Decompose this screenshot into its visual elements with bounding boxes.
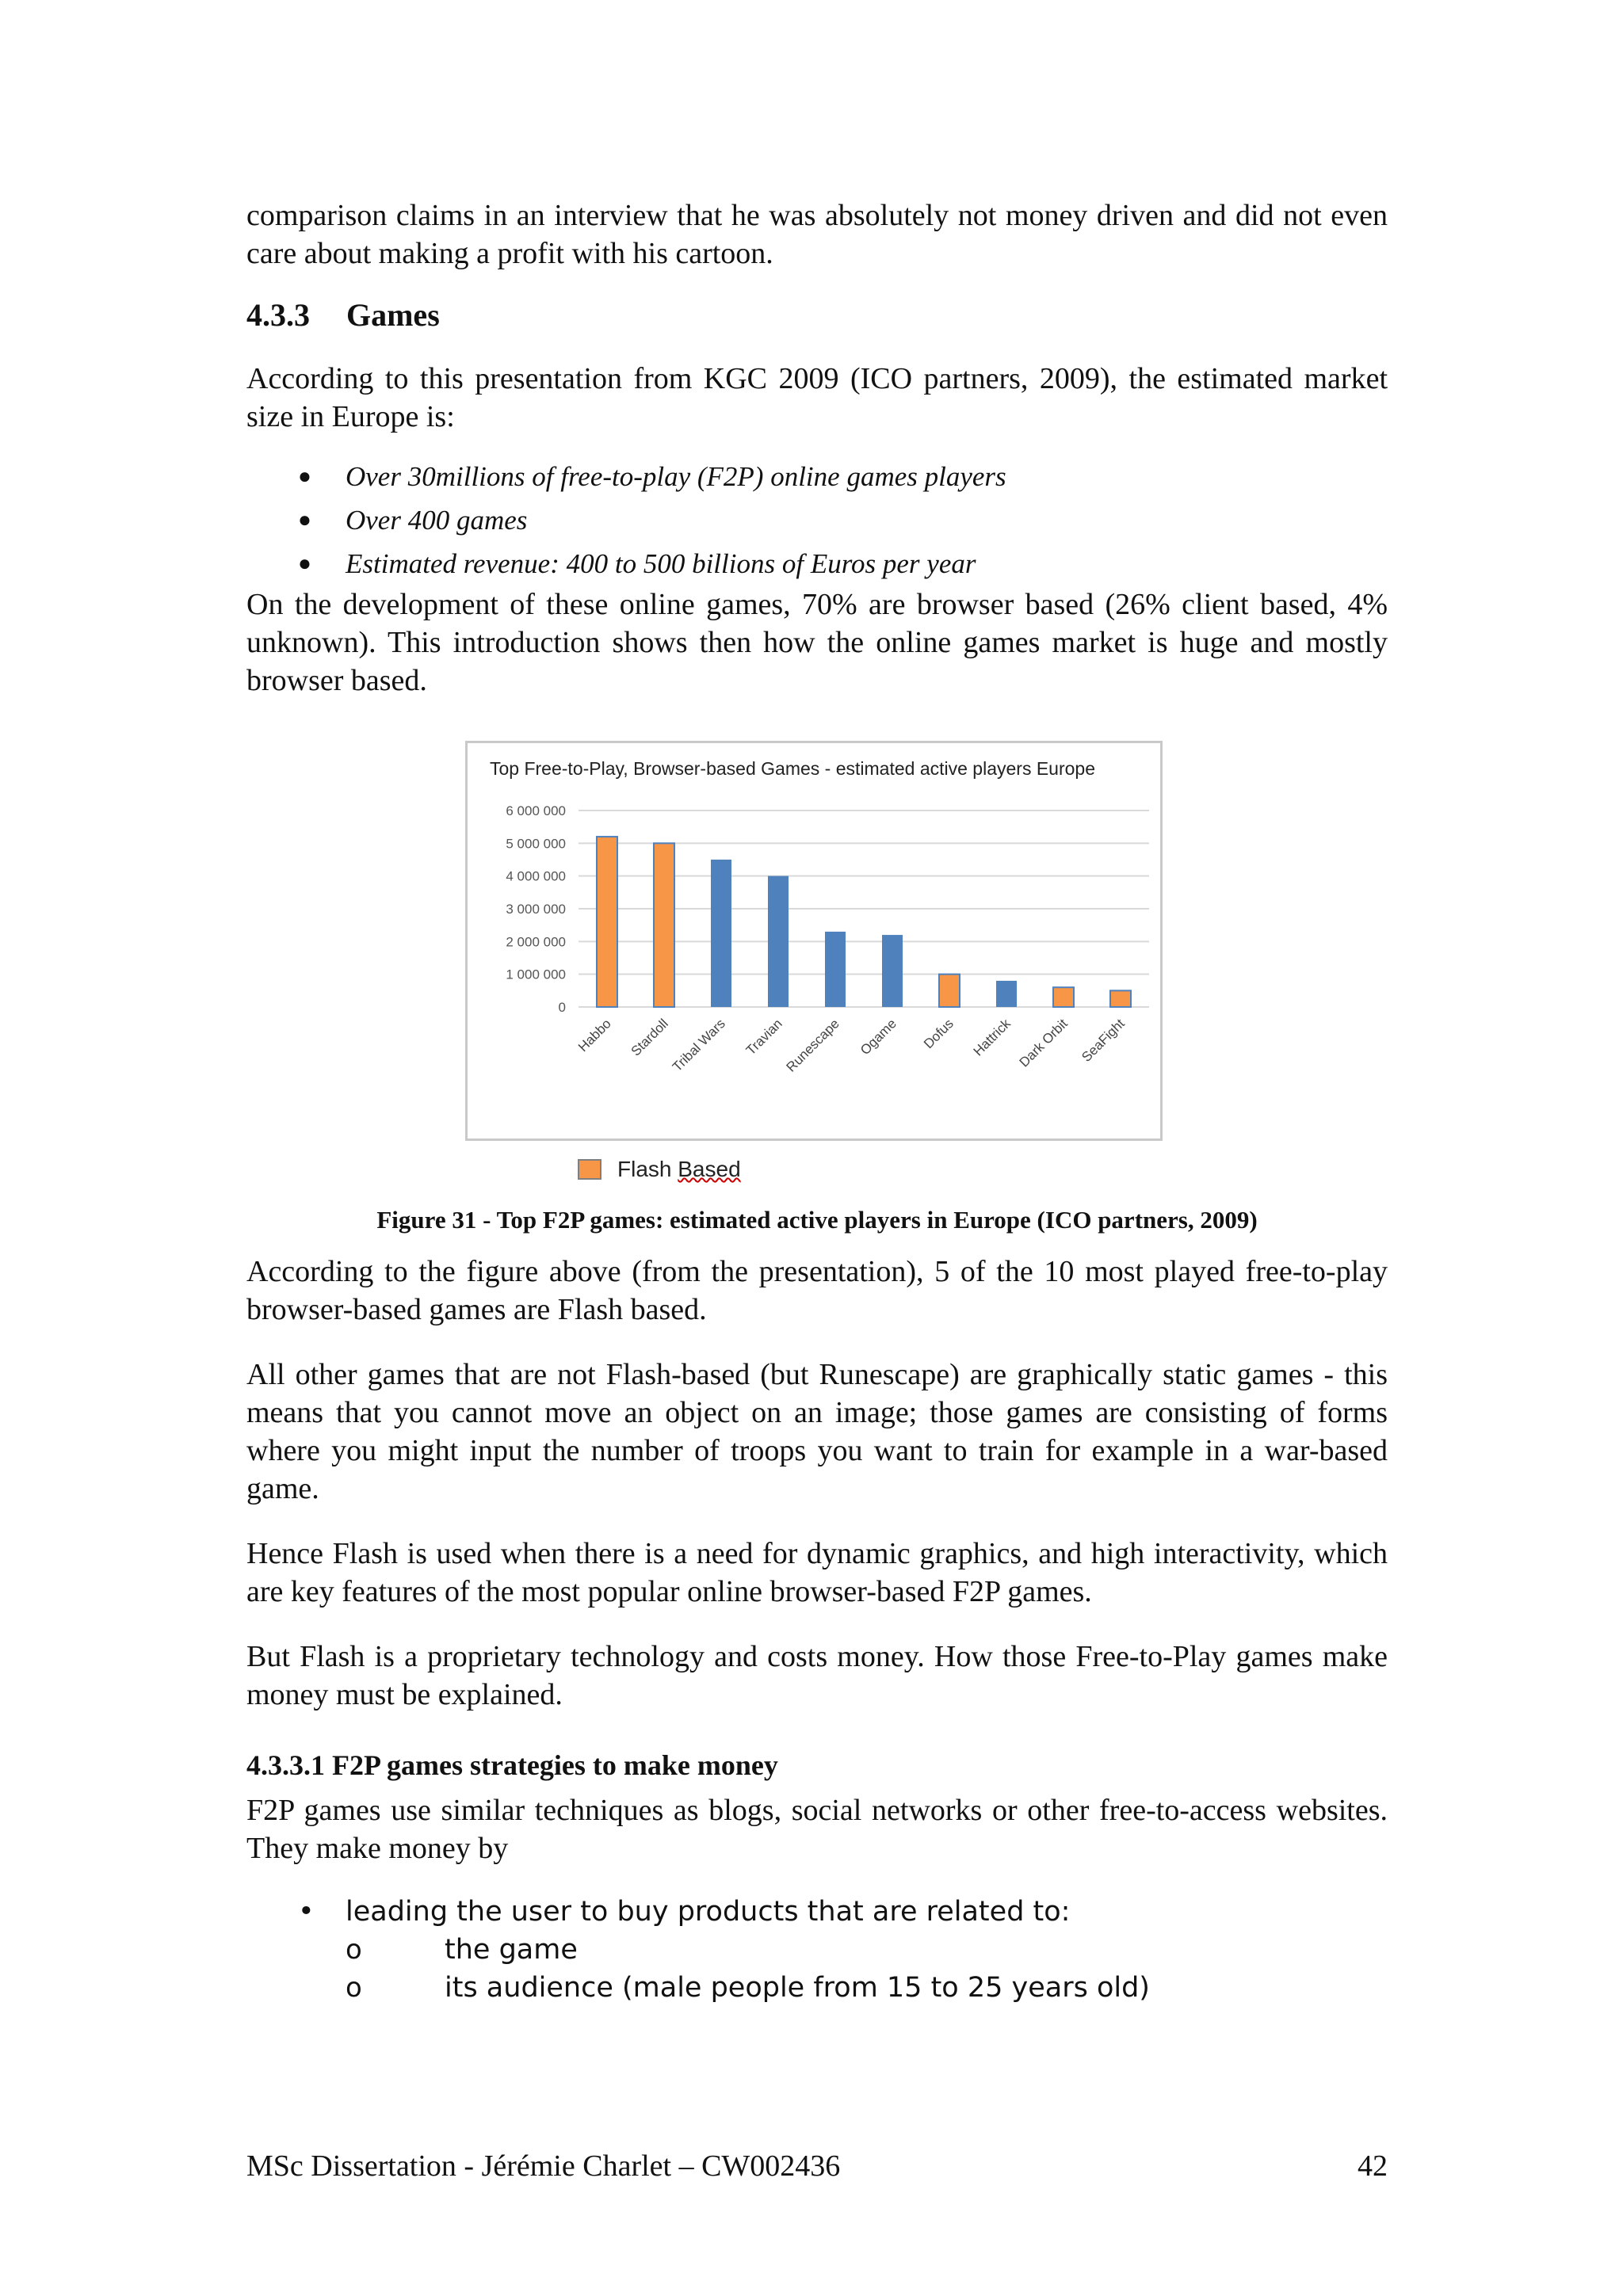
x-tick-label: Stardoll bbox=[628, 1016, 671, 1059]
bullet-icon: o bbox=[346, 1972, 362, 2004]
x-tick-label: Tribal Wars bbox=[669, 1016, 728, 1075]
y-tick-label: 1 000 000 bbox=[506, 967, 566, 982]
x-tick-label: Runescape bbox=[783, 1016, 842, 1075]
section-heading bbox=[246, 296, 1388, 334]
bullet-icon: ● bbox=[298, 464, 311, 489]
money-sublist bbox=[346, 1931, 1388, 2007]
y-tick-label: 3 000 000 bbox=[506, 902, 566, 917]
paragraph-intro: comparison claims in an interview that he was absolutely not money driven and did not even care about making a profit with his cartoon. bbox=[246, 199, 1388, 270]
chart-title: Top Free-to-Play, Browser-based Games - estimated active players Europe bbox=[490, 758, 1095, 779]
list-item: ● Over 400 games bbox=[246, 498, 1388, 542]
chart-bar bbox=[1110, 990, 1131, 1007]
y-tick-label: 6 000 000 bbox=[506, 803, 566, 818]
document-page bbox=[246, 196, 1388, 2007]
y-tick-label: 4 000 000 bbox=[506, 868, 566, 884]
chart-bar bbox=[1053, 987, 1074, 1007]
figure-caption: Figure 31 - Top F2P games: estimated active players in Europe (ICO partners, 2009) bbox=[376, 1206, 1258, 1234]
bullet-icon: • bbox=[298, 1896, 315, 1928]
paragraph-hence: Hence Flash is used when there is a need for dynamic graphics, and high interactivity, which are key features of the most popular online browser-based F2P games. bbox=[246, 1537, 1388, 1608]
bullet-icon: o bbox=[346, 1934, 362, 1966]
market-stats-list bbox=[246, 455, 1388, 585]
paragraph-proprietary: But Flash is a proprietary technology and costs money. How those Free-to-Play games make money must be explained. bbox=[246, 1640, 1388, 1711]
list-item: • leading the user to buy products that are related to: o the game o its audience (male people from 15 to 25 years old) bbox=[246, 1893, 1388, 2007]
chart-bar bbox=[654, 843, 674, 1007]
page-footer bbox=[246, 2147, 1388, 2185]
chart-bar bbox=[825, 932, 846, 1007]
x-tick-label: Dofus bbox=[920, 1016, 957, 1052]
x-tick-label: Habbo bbox=[575, 1016, 614, 1055]
section-number: 4.3.3 bbox=[246, 297, 310, 333]
paragraph-techniques: F2P games use similar techniques as blogs, social networks or other free-to-access websites. They make money by bbox=[246, 1794, 1388, 1865]
sublist-item: o the game bbox=[346, 1931, 1388, 1969]
x-tick-label: SeaFight bbox=[1079, 1016, 1128, 1065]
bullet-icon: ● bbox=[298, 551, 311, 576]
sublist-item: o its audience (male people from 15 to 25 years old) bbox=[346, 1969, 1388, 2007]
paragraph-browser: On the development of these online games, 70% are browser based (26% client based, 4% unknown). This introduction shows then how the online games market is huge and mostly browser based. bbox=[246, 588, 1388, 697]
chart-bar bbox=[597, 837, 617, 1007]
chart-bar bbox=[882, 935, 903, 1007]
chart-bar bbox=[768, 876, 789, 1007]
legend-swatch-flash bbox=[578, 1159, 601, 1180]
y-tick-label: 0 bbox=[558, 1000, 566, 1015]
y-tick-label: 2 000 000 bbox=[506, 934, 566, 950]
x-tick-label: Hattrick bbox=[970, 1016, 1014, 1059]
y-tick-label: 5 000 000 bbox=[506, 836, 566, 852]
section-title: Games bbox=[346, 297, 440, 333]
list-item: ● Estimated revenue: 400 to 500 billions of Euros per year bbox=[246, 542, 1388, 585]
list-item: ● Over 30millions of free-to-play (F2P) online games players bbox=[246, 455, 1388, 498]
legend-label: Flash Based bbox=[617, 1157, 741, 1181]
x-tick-label: Ogame bbox=[857, 1016, 899, 1058]
money-list bbox=[246, 1893, 1388, 2007]
chart-bar bbox=[996, 981, 1017, 1007]
paragraph-figure-note: According to the figure above (from the presentation), 5 of the 10 most played free-to-play browser-based games are Flash based. bbox=[246, 1255, 1388, 1326]
figure-31 bbox=[246, 741, 1388, 1232]
paragraph-static: All other games that are not Flash-based (but Runescape) are graphically static games - this means that you cannot move an object on an image; those games are consisting of forms where you might input the number of troops you want to train for example in a war-based game. bbox=[246, 1358, 1388, 1505]
x-tick-label: Dark Orbit bbox=[1016, 1016, 1071, 1070]
chart-bar bbox=[711, 860, 731, 1007]
chart-bar bbox=[939, 974, 960, 1007]
page-number: 42 bbox=[1358, 2149, 1388, 2183]
paragraph-market: According to this presentation from KGC 2009 (ICO partners, 2009), the estimated market size in Europe is: bbox=[246, 362, 1388, 433]
bullet-icon: ● bbox=[298, 508, 311, 532]
footer-author: MSc Dissertation - Jérémie Charlet – CW002436 bbox=[246, 2149, 841, 2183]
subsection-heading: 4.3.3.1 F2P games strategies to make money bbox=[246, 1749, 778, 1781]
x-tick-label: Travian bbox=[743, 1016, 785, 1058]
chart-legend bbox=[578, 1157, 741, 1182]
chart-canvas bbox=[468, 743, 1160, 1138]
bar-chart bbox=[465, 741, 1163, 1141]
